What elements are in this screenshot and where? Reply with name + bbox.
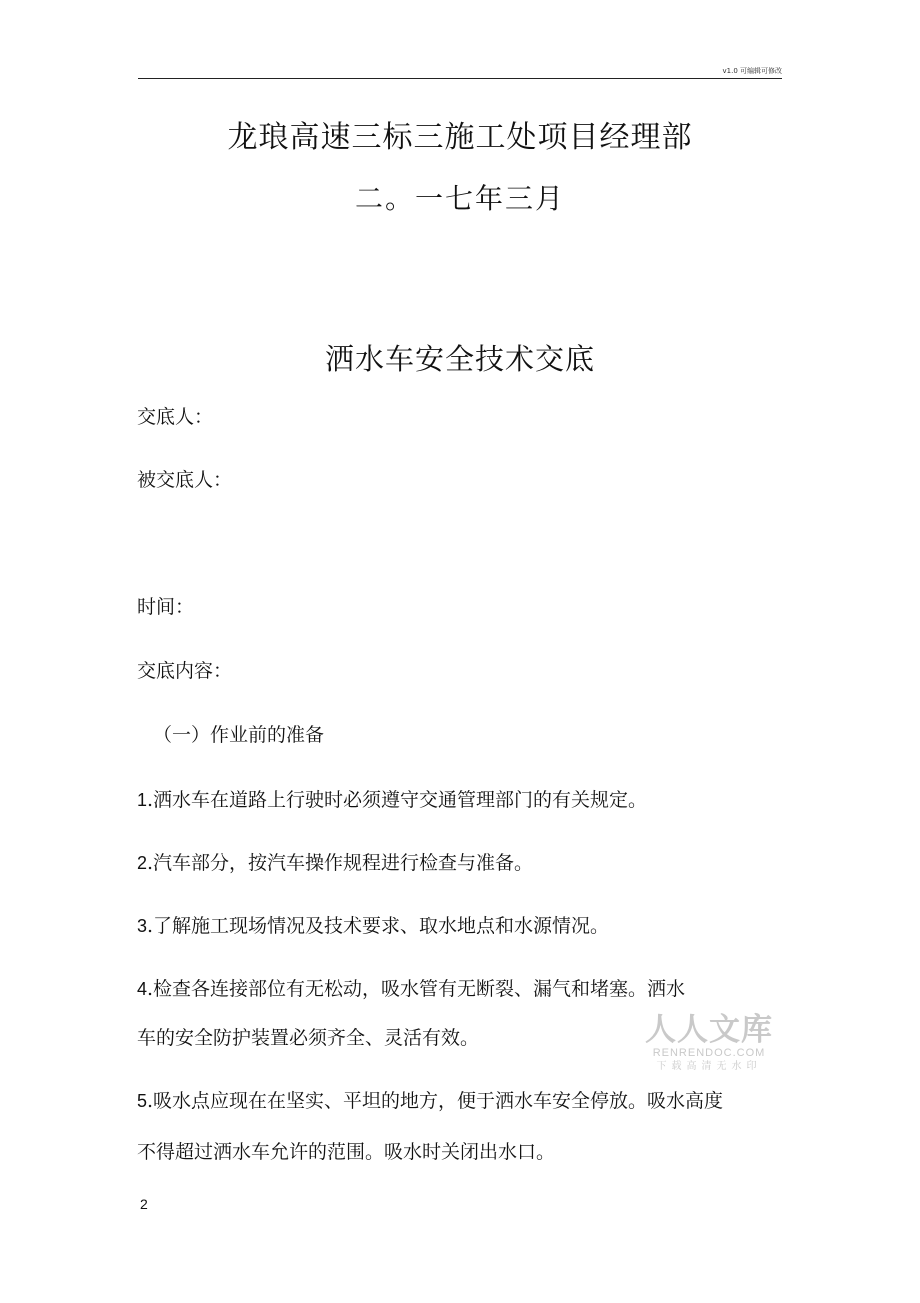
item-number: 4	[137, 979, 148, 999]
item-text: .汽车部分，按汽车操作规程进行检查与准备。	[147, 852, 534, 874]
header-rule	[138, 78, 782, 79]
item-number: 2	[137, 853, 148, 873]
presenter-label: 交底人：	[137, 406, 214, 428]
item-text: .检查各连接部位有无松动，吸水管有无断裂、漏气和堵塞。洒水	[147, 978, 686, 1000]
document-date: 二。一七年三月	[354, 182, 565, 215]
item-text: .吸水点应现在在坚实、平坦的地方，便于洒水车安全停放。吸水高度	[147, 1090, 724, 1112]
list-item	[137, 1086, 723, 1113]
document-title: 洒水车安全技术交底	[324, 342, 595, 376]
item-text: .洒水车在道路上行驶时必须遵守交通管理部门的有关规定。	[147, 789, 648, 811]
item-number: 1	[137, 790, 148, 810]
list-item	[137, 785, 647, 812]
watermark-url: RENRENDOC.COM	[652, 1047, 766, 1059]
list-item	[137, 974, 685, 1001]
watermark	[644, 1013, 774, 1073]
content-label: 交底内容：	[137, 660, 233, 682]
watermark-title: 人人文库	[645, 1012, 773, 1048]
item-number: 5	[137, 1091, 148, 1111]
organization-title: 龙琅高速三标三施工处项目经理部	[227, 120, 693, 155]
item-text: .了解施工现场情况及技术要求、取水地点和水源情况。	[147, 915, 610, 937]
list-item	[137, 911, 609, 938]
section-heading: （一）作业前的准备	[153, 724, 325, 746]
item-number: 3	[137, 916, 148, 936]
list-item-continuation: 车的安全防护装置必须齐全、灵活有效。	[137, 1027, 480, 1049]
recipient-label: 被交底人：	[137, 469, 233, 491]
page-number: 2	[140, 1196, 148, 1212]
list-item-continuation: 不得超过洒水车允许的范围。吸水时关闭出水口。	[137, 1141, 556, 1163]
watermark-subtitle: 下载高清无水印	[656, 1061, 762, 1072]
list-item	[137, 848, 533, 875]
time-label: 时间：	[137, 596, 195, 618]
version-note: v1.0 可编辑可修改	[722, 67, 782, 75]
